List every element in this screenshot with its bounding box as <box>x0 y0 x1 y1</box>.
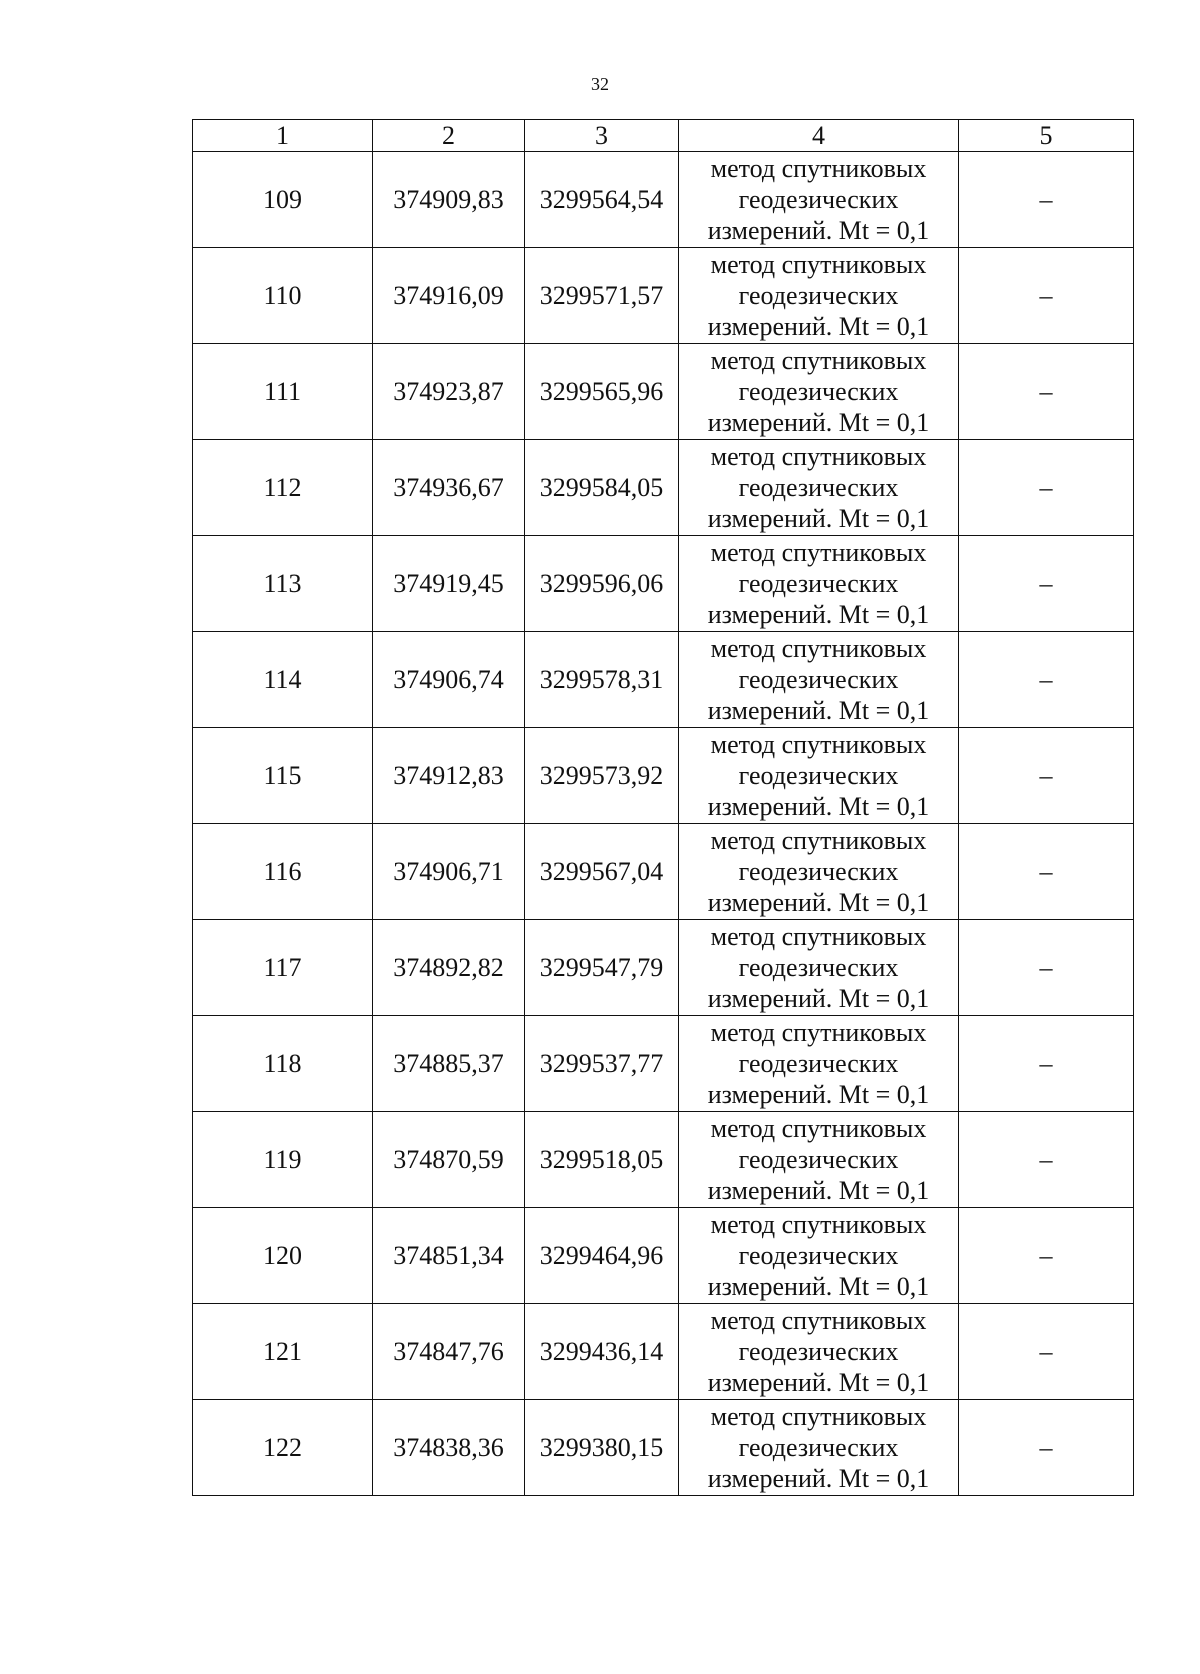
point-number-cell: 113 <box>193 536 373 632</box>
x-coordinate-cell: 374851,34 <box>373 1208 525 1304</box>
note-cell: – <box>959 152 1134 248</box>
y-coordinate-cell: 3299518,05 <box>525 1112 679 1208</box>
method-line: измерений. Mt = 0,1 <box>707 1464 930 1493</box>
table-row <box>193 632 1134 728</box>
method-cell <box>679 344 959 440</box>
point-number-cell: 109 <box>193 152 373 248</box>
method-line: измерений. Mt = 0,1 <box>707 1272 930 1301</box>
column-header: 4 <box>679 120 959 152</box>
note-cell: – <box>959 728 1134 824</box>
method-line: геодезических <box>738 473 899 502</box>
x-coordinate-cell: 374916,09 <box>373 248 525 344</box>
x-coordinate-cell: 374936,67 <box>373 440 525 536</box>
method-line: метод спутниковых <box>710 1402 927 1431</box>
method-line: метод спутниковых <box>710 538 927 567</box>
method-cell <box>679 440 959 536</box>
x-coordinate-cell: 374870,59 <box>373 1112 525 1208</box>
method-cell <box>679 1112 959 1208</box>
x-coordinate-cell: 374909,83 <box>373 152 525 248</box>
method-line: измерений. Mt = 0,1 <box>707 888 930 917</box>
method-line: геодезических <box>738 857 899 886</box>
table-row <box>193 152 1134 248</box>
method-line: геодезических <box>738 953 899 982</box>
method-line: геодезических <box>738 1337 899 1366</box>
page-number: 32 <box>591 74 609 94</box>
method-line: геодезических <box>738 1241 899 1270</box>
table-header-row <box>193 120 1134 152</box>
y-coordinate-cell: 3299567,04 <box>525 824 679 920</box>
method-line: измерений. Mt = 0,1 <box>707 1176 930 1205</box>
point-number-cell: 114 <box>193 632 373 728</box>
note-cell: – <box>959 1208 1134 1304</box>
note-cell: – <box>959 344 1134 440</box>
method-line: метод спутниковых <box>710 922 927 951</box>
x-coordinate-cell: 374906,74 <box>373 632 525 728</box>
point-number-cell: 119 <box>193 1112 373 1208</box>
x-coordinate-cell: 374919,45 <box>373 536 525 632</box>
method-line: метод спутниковых <box>710 1306 927 1335</box>
point-number-cell: 121 <box>193 1304 373 1400</box>
point-number-cell: 118 <box>193 1016 373 1112</box>
method-line: геодезических <box>738 569 899 598</box>
method-cell <box>679 920 959 1016</box>
method-line: метод спутниковых <box>710 1210 927 1239</box>
method-line: измерений. Mt = 0,1 <box>707 312 930 341</box>
column-header: 3 <box>525 120 679 152</box>
method-cell <box>679 1208 959 1304</box>
table-row <box>193 440 1134 536</box>
method-cell <box>679 248 959 344</box>
method-line: измерений. Mt = 0,1 <box>707 984 930 1013</box>
method-line: измерений. Mt = 0,1 <box>707 1368 930 1397</box>
note-cell: – <box>959 1112 1134 1208</box>
table-body <box>193 152 1134 1496</box>
table-row <box>193 728 1134 824</box>
note-cell: – <box>959 632 1134 728</box>
method-line: геодезических <box>738 665 899 694</box>
method-cell <box>679 152 959 248</box>
method-line: измерений. Mt = 0,1 <box>707 504 930 533</box>
point-number-cell: 122 <box>193 1400 373 1496</box>
x-coordinate-cell: 374912,83 <box>373 728 525 824</box>
method-line: геодезических <box>738 185 899 214</box>
method-line: геодезических <box>738 1049 899 1078</box>
method-line: геодезических <box>738 761 899 790</box>
table-row <box>193 1208 1134 1304</box>
method-line: метод спутниковых <box>710 154 927 183</box>
method-line: измерений. Mt = 0,1 <box>707 600 930 629</box>
y-coordinate-cell: 3299464,96 <box>525 1208 679 1304</box>
point-number-cell: 117 <box>193 920 373 1016</box>
method-line: геодезических <box>738 1433 899 1462</box>
table-row <box>193 920 1134 1016</box>
table-row <box>193 248 1134 344</box>
column-header: 5 <box>959 120 1134 152</box>
column-header: 2 <box>373 120 525 152</box>
method-line: измерений. Mt = 0,1 <box>707 216 930 245</box>
y-coordinate-cell: 3299436,14 <box>525 1304 679 1400</box>
method-cell <box>679 1016 959 1112</box>
y-coordinate-cell: 3299565,96 <box>525 344 679 440</box>
table-row <box>193 1400 1134 1496</box>
y-coordinate-cell: 3299564,54 <box>525 152 679 248</box>
x-coordinate-cell: 374923,87 <box>373 344 525 440</box>
point-number-cell: 120 <box>193 1208 373 1304</box>
y-coordinate-cell: 3299584,05 <box>525 440 679 536</box>
method-line: измерений. Mt = 0,1 <box>707 792 930 821</box>
y-coordinate-cell: 3299380,15 <box>525 1400 679 1496</box>
y-coordinate-cell: 3299573,92 <box>525 728 679 824</box>
table-row <box>193 536 1134 632</box>
method-line: геодезических <box>738 1145 899 1174</box>
x-coordinate-cell: 374906,71 <box>373 824 525 920</box>
x-coordinate-cell: 374892,82 <box>373 920 525 1016</box>
note-cell: – <box>959 920 1134 1016</box>
y-coordinate-cell: 3299578,31 <box>525 632 679 728</box>
method-cell <box>679 1400 959 1496</box>
method-cell <box>679 1304 959 1400</box>
note-cell: – <box>959 824 1134 920</box>
note-cell: – <box>959 1304 1134 1400</box>
table-row <box>193 1016 1134 1112</box>
method-line: измерений. Mt = 0,1 <box>707 408 930 437</box>
method-line: метод спутниковых <box>710 442 927 471</box>
point-number-cell: 115 <box>193 728 373 824</box>
point-number-cell: 110 <box>193 248 373 344</box>
column-header: 1 <box>193 120 373 152</box>
point-number-cell: 116 <box>193 824 373 920</box>
method-line: геодезических <box>738 377 899 406</box>
method-line: метод спутниковых <box>710 730 927 759</box>
method-line: измерений. Mt = 0,1 <box>707 1080 930 1109</box>
x-coordinate-cell: 374847,76 <box>373 1304 525 1400</box>
method-line: метод спутниковых <box>710 250 927 279</box>
note-cell: – <box>959 1016 1134 1112</box>
method-line: метод спутниковых <box>710 1114 927 1143</box>
table-row <box>193 344 1134 440</box>
coordinates-table <box>192 119 1134 1496</box>
point-number-cell: 111 <box>193 344 373 440</box>
method-line: метод спутниковых <box>710 346 927 375</box>
y-coordinate-cell: 3299571,57 <box>525 248 679 344</box>
method-line: измерений. Mt = 0,1 <box>707 696 930 725</box>
method-line: геодезических <box>738 281 899 310</box>
y-coordinate-cell: 3299547,79 <box>525 920 679 1016</box>
method-line: метод спутниковых <box>710 634 927 663</box>
note-cell: – <box>959 248 1134 344</box>
y-coordinate-cell: 3299537,77 <box>525 1016 679 1112</box>
x-coordinate-cell: 374885,37 <box>373 1016 525 1112</box>
method-line: метод спутниковых <box>710 826 927 855</box>
table-row <box>193 824 1134 920</box>
table-row <box>193 1112 1134 1208</box>
method-cell <box>679 632 959 728</box>
table-row <box>193 1304 1134 1400</box>
note-cell: – <box>959 536 1134 632</box>
method-cell <box>679 824 959 920</box>
method-cell <box>679 536 959 632</box>
note-cell: – <box>959 1400 1134 1496</box>
y-coordinate-cell: 3299596,06 <box>525 536 679 632</box>
method-line: метод спутниковых <box>710 1018 927 1047</box>
note-cell: – <box>959 440 1134 536</box>
x-coordinate-cell: 374838,36 <box>373 1400 525 1496</box>
method-cell <box>679 728 959 824</box>
point-number-cell: 112 <box>193 440 373 536</box>
